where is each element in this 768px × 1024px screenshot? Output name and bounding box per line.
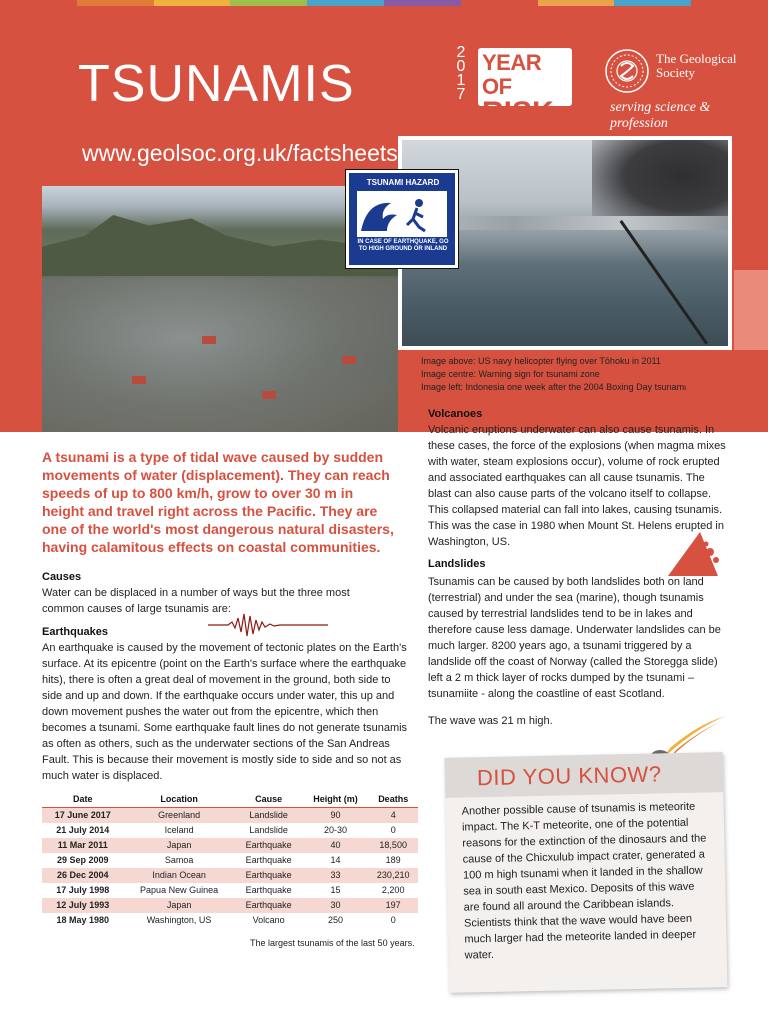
table-note: The largest tsunamis of the last 50 years. (250, 938, 415, 948)
cause-cell: Volcano (252, 915, 285, 925)
table-header-row: Date Location Cause Height (m) Deaths (42, 792, 418, 808)
tsunami-table (42, 792, 418, 928)
location-cell: Iceland (164, 825, 194, 835)
page-title: TSUNAMIS (78, 55, 355, 113)
volcanoes-heading: Volcanoes (428, 408, 483, 420)
landslides-text: Tsunamis can be caused by both landslides both on land (terrestrial) and under the sea (marine), though tsunamis caused by terrestrial landslides tend to be in lakes and therefore cause less damage. Underwater landslides can be much larger. 8200 years ago, a tsunami triggered by a landslide off the coast of Norway (called the Storegga slide) left a 2 m thick layer of rocks dumped by the tsunami – tsunamiite - along the coastline of east Scotland. (428, 576, 721, 700)
date-cell: 26 Dec 2004 (42, 868, 123, 883)
cause-cell: Earthquake (235, 898, 303, 913)
indonesia-photo (42, 186, 398, 432)
location-cell: Greenland (123, 808, 234, 823)
deaths-cell: 18,500 (368, 838, 418, 853)
wave-runner-icon (357, 191, 447, 237)
cause-cell: Landslide (249, 825, 288, 835)
table-row (42, 808, 418, 823)
table-row (42, 838, 418, 853)
deaths-cell: 230,210 (368, 868, 418, 883)
causes-text: Water can be displaced in a number of ways but the three most common causes of large tsunamis are: (42, 587, 350, 615)
earthquakes-text: An earthquake is caused by the movement of tectonic plates on the Earth's surface. At its epicentre (point on the Earth's surface where the earthquake hits), there is often a great deal of movement in the ground, both side to side and up and down. If the earthquake occurs under water, this up and down movement pushes the water out from the epicentre, which then becomes a tsunami. Some earthquake fault lines do not generate tsunamis as often as others, such as the underwater sections of the San Andreas Fault. This is because their movement is mostly side to side and so not as much water is displaced. (42, 642, 408, 782)
society-tagline: serving science & profession (610, 100, 711, 131)
location-cell: Samoa (164, 855, 194, 865)
causes-heading: Causes (42, 571, 82, 583)
table-row (42, 853, 418, 868)
table-row (42, 898, 418, 913)
date-cell: 29 Sep 2009 (56, 855, 109, 865)
cause-cell: Earthquake (235, 868, 303, 883)
table-row (42, 823, 418, 838)
date-cell: 21 July 2014 (56, 825, 110, 835)
height-cell: 15 (330, 885, 341, 895)
height-cell: 33 (303, 868, 369, 883)
deaths-cell: 0 (390, 825, 396, 835)
year-vertical: 2 0 1 7 (456, 44, 466, 103)
table-row (42, 913, 418, 928)
deaths-cell: 197 (368, 898, 418, 913)
height-cell: 250 (327, 915, 344, 925)
volcanoes-text: Volcanic eruptions underwater can also cause tsunamis. In these cases, the force of the explosions (when magma mixes with water, steam explosions occur), volume of rock erupted and associated earthquakes can all cause tsunamis. The blast can also cause parts of the volcano itself to collapse. This collapsed material can fall into lakes, causing tsunamis. This was the case in 1980 when Mount St. Helens erupted in Washington, US. (428, 424, 726, 548)
height-cell: 14 (330, 855, 341, 865)
tsunami-warning-sign: TSUNAMI HAZARD ZONE IN CASE OF EARTHQUAKE, GO TO HIGH GROUND OR INLAND (346, 170, 458, 268)
factsheets-link[interactable]: www.geolsoc.org.uk/factsheets (82, 140, 398, 166)
location-cell: Indian Ocean (123, 868, 234, 883)
did-you-know-text: Another possible cause of tsunamis is meteorite impact. The K-T meteorite, one of the potential reasons for the extinction of the dinosaurs and the cause of the Chicxulub impact crater, generated a 100 m high tsunami when it landed in the shallow sea in south east Mexico. Deposits of this wave are found all around the Caribbean islands. Scientists think that the wave would have been much larger had the meteorite landed in deeper water. (461, 800, 707, 962)
year-of-risk-logo: YEAR OF RISK (478, 48, 572, 106)
landslides-heading: Landslides (428, 558, 486, 570)
intro-text: A tsunami is a type of tidal wave caused by sudden movements of water (displacement). They can reach speeds of up to 800 km/h, grow to over 30 m in height and travel right across the Pacific. They are one of the world's most dangerous natural disasters, having calamitous effects on coastal communities. (42, 449, 394, 555)
deaths-cell: 4 (368, 808, 418, 823)
cause-cell: Earthquake (245, 855, 292, 865)
side-accent (734, 270, 768, 350)
deaths-cell: 2,200 (381, 885, 405, 895)
height-cell: 90 (303, 808, 369, 823)
cause-cell: Earthquake (235, 838, 303, 853)
location-cell: Japan (123, 898, 234, 913)
earthquakes-heading: Earthquakes (42, 626, 109, 638)
deaths-cell: 189 (385, 855, 401, 865)
date-cell: 17 June 2017 (42, 808, 123, 823)
did-you-know-title: DID YOU KNOW? (476, 761, 662, 791)
location-cell: Japan (123, 838, 234, 853)
image-captions: Image above: US navy helicopter flying over Tōhoku in 2011 Image centre: Warning sign for tsunami zone Image left: Indonesia one week after the 2004 Boxing Day tsunami (421, 356, 687, 392)
volcano-icon (668, 366, 714, 422)
location-cell: Washington, US (146, 915, 212, 925)
height-cell: 20-30 (323, 825, 348, 835)
date-cell: 17 July 1998 (56, 885, 110, 895)
table-row (42, 883, 418, 898)
date-cell: 11 Mar 2011 (42, 838, 123, 853)
cause-cell: Earthquake (245, 885, 292, 895)
location-cell: Papua New Guinea (140, 885, 219, 895)
landslides-extra: The wave was 21 m high. (428, 715, 553, 727)
date-cell: 12 July 1993 (42, 898, 123, 913)
society-name: The Geological Society (656, 51, 737, 80)
geological-society-logo-icon (604, 48, 650, 94)
did-you-know-box (445, 752, 728, 993)
cause-cell: Landslide (235, 808, 303, 823)
height-cell: 40 (303, 838, 369, 853)
height-cell: 30 (303, 898, 369, 913)
date-cell: 18 May 1980 (56, 915, 109, 925)
table-row (42, 868, 418, 883)
deaths-cell: 0 (390, 915, 396, 925)
